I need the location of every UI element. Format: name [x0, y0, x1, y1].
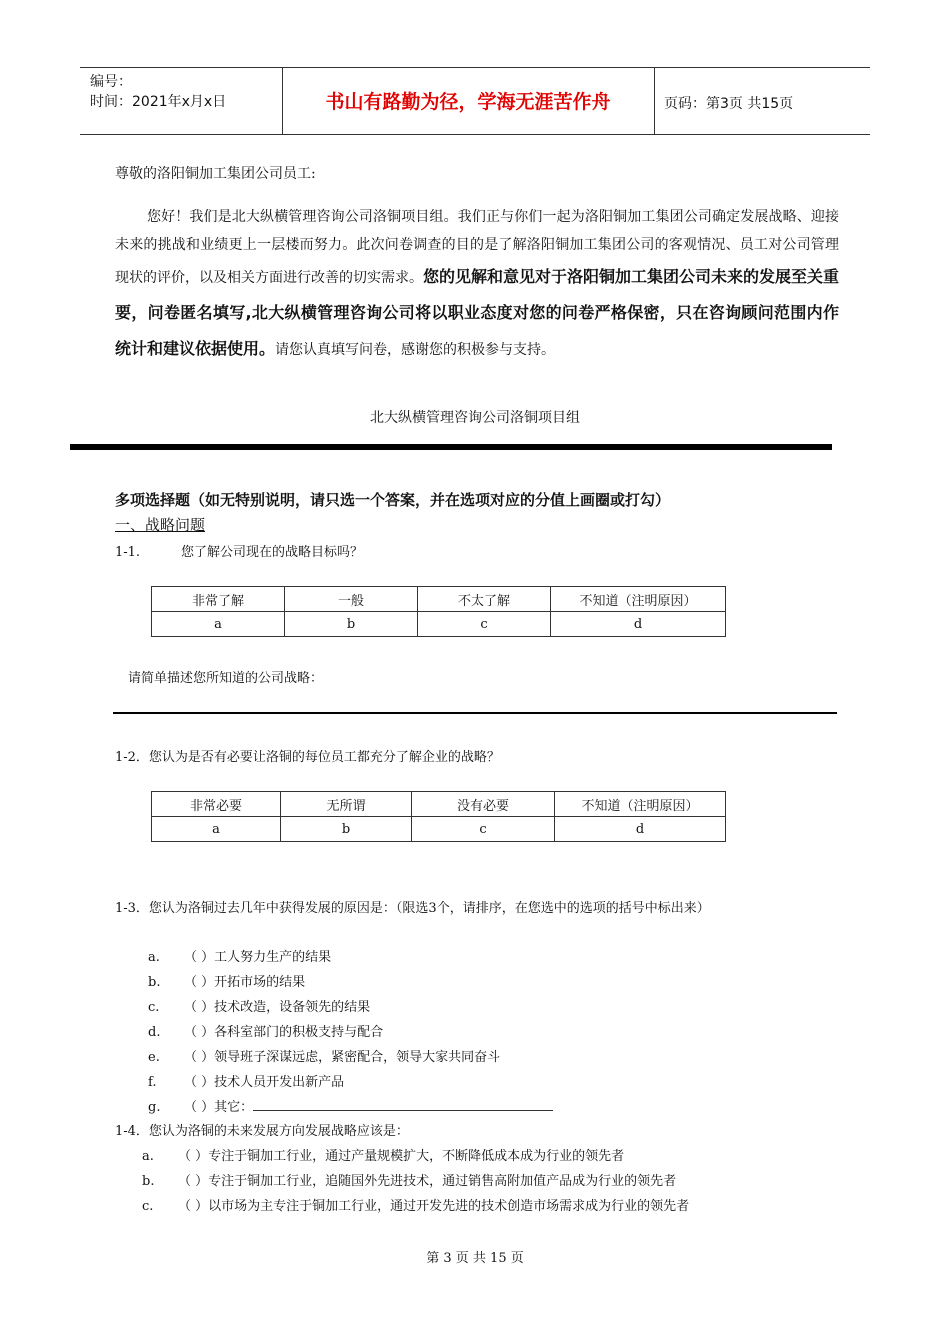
option-header: 非常必要: [152, 792, 281, 817]
page-info: 页码：第3页 共15页: [664, 96, 794, 112]
q1-1-options-table: [151, 586, 726, 637]
question-number: 1-1.: [115, 545, 141, 560]
option-a[interactable]: a: [152, 817, 281, 842]
other-fill-line[interactable]: [253, 1098, 553, 1111]
option-header: 不太了解: [418, 587, 551, 612]
multiple-choice-title: 多项选择题（如无特别说明，请只选一个答案，并在选项对应的分值上画圈或打勾）: [115, 491, 671, 509]
time-label: 时间：2021年x月x日: [90, 94, 227, 110]
q1-3-option[interactable]: b. （ ）开拓市场的结果: [148, 975, 306, 990]
q1-4-option[interactable]: c. （ ）以市场为主专注于铜加工行业，通过开发先进的技术创造市场需求成为行业的领先者: [142, 1199, 690, 1214]
option-header: 不知道（注明原因）: [551, 587, 726, 612]
section-title: 一、战略问题: [115, 516, 206, 534]
q1-2-options-table: [151, 791, 726, 842]
option-header: 没有必要: [412, 792, 555, 817]
option-d[interactable]: d: [555, 817, 726, 842]
answer-line[interactable]: [113, 712, 837, 714]
option-b[interactable]: b: [285, 612, 418, 637]
intro-paragraph: [115, 203, 839, 367]
number-label: 编号：: [90, 74, 132, 90]
header-meta: [90, 72, 226, 112]
q1-4-option[interactable]: b. （ ）专注于铜加工行业，追随国外先进技术，通过销售高附加值产品成为行业的领先者: [142, 1174, 677, 1189]
option-c[interactable]: c: [412, 817, 555, 842]
q1-3-option[interactable]: e. （ ）领导班子深谋远虑，紧密配合，领导大家共同奋斗: [148, 1050, 501, 1065]
header-bottom-rule: [80, 134, 870, 135]
question-1-3: 1-3．您认为洛铜过去几年中获得发展的原因是：（限选3个，请排序，在您选中的选项的括号中标出来）: [115, 901, 710, 916]
q1-3-option[interactable]: a. （ ）工人努力生产的结果: [148, 950, 332, 965]
intro-bold-text: 您的见解和意见对于洛阳铜加工集团公司未来的发展至关重要，问卷匿名填写,北大纵横管理咨询公司将以职业态度对您的问卷严格保密，只在咨询顾问范围内作统计和建议依据使用。: [115, 267, 840, 358]
option-c[interactable]: c: [418, 612, 551, 637]
question-text: 您了解公司现在的战略目标吗？: [181, 545, 364, 560]
header-divider: [654, 67, 655, 134]
question-1-2: 1-2．您认为是否有必要让洛铜的每位员工都充分了解企业的战略？: [115, 750, 500, 765]
q1-4-option[interactable]: a. （ ）专注于铜加工行业，通过产量规模扩大，不断降低成本成为行业的领先者: [142, 1149, 625, 1164]
header-motto: 书山有路勤为径，学海无涯苦作舟: [325, 91, 611, 113]
q1-3-option[interactable]: f. （ ）技术人员开发出新产品: [148, 1075, 345, 1090]
page-footer: 第 3 页 共 15 页: [426, 1251, 524, 1266]
question-1-1: [115, 541, 363, 560]
option-header: 无所谓: [281, 792, 412, 817]
section-divider: [70, 444, 832, 450]
intro-end-text: 请您认真填写问卷，感谢您的积极参与支持。: [275, 342, 556, 358]
option-b[interactable]: b: [281, 817, 412, 842]
salutation: 尊敬的洛阳铜加工集团公司员工:: [115, 166, 316, 182]
question-1-4: 1-4．您认为洛铜的未来发展方向发展战略应该是：: [115, 1124, 409, 1139]
signature: 北大纵横管理咨询公司洛铜项目组: [370, 410, 580, 426]
option-header: 不知道（注明原因）: [555, 792, 726, 817]
option-header: 非常了解: [152, 587, 285, 612]
option-header: 一般: [285, 587, 418, 612]
q1-1-followup: 请简单描述您所知道的公司战略：: [128, 671, 324, 686]
option-a[interactable]: a: [152, 612, 285, 637]
q1-3-option[interactable]: c. （ ）技术改造，设备领先的结果: [148, 1000, 371, 1015]
q1-3-option-other[interactable]: g. （ ）其它：: [148, 1096, 553, 1115]
q1-3-option[interactable]: d. （ ）各科室部门的积极支持与配合: [148, 1025, 384, 1040]
option-d[interactable]: d: [551, 612, 726, 637]
intro-text: 您好！我们是北大纵横管理咨询公司洛铜项目组。我们正与你们一起为洛阳铜加工集团公司确定发展战略、迎接未来的挑战和业绩更上一层楼而努力。此次问卷调查的目的是了解洛阳铜加工集团公司的客观情况、员工对公司管理现状的评价，以及相关方面进行改善的切实需求。: [115, 209, 839, 286]
